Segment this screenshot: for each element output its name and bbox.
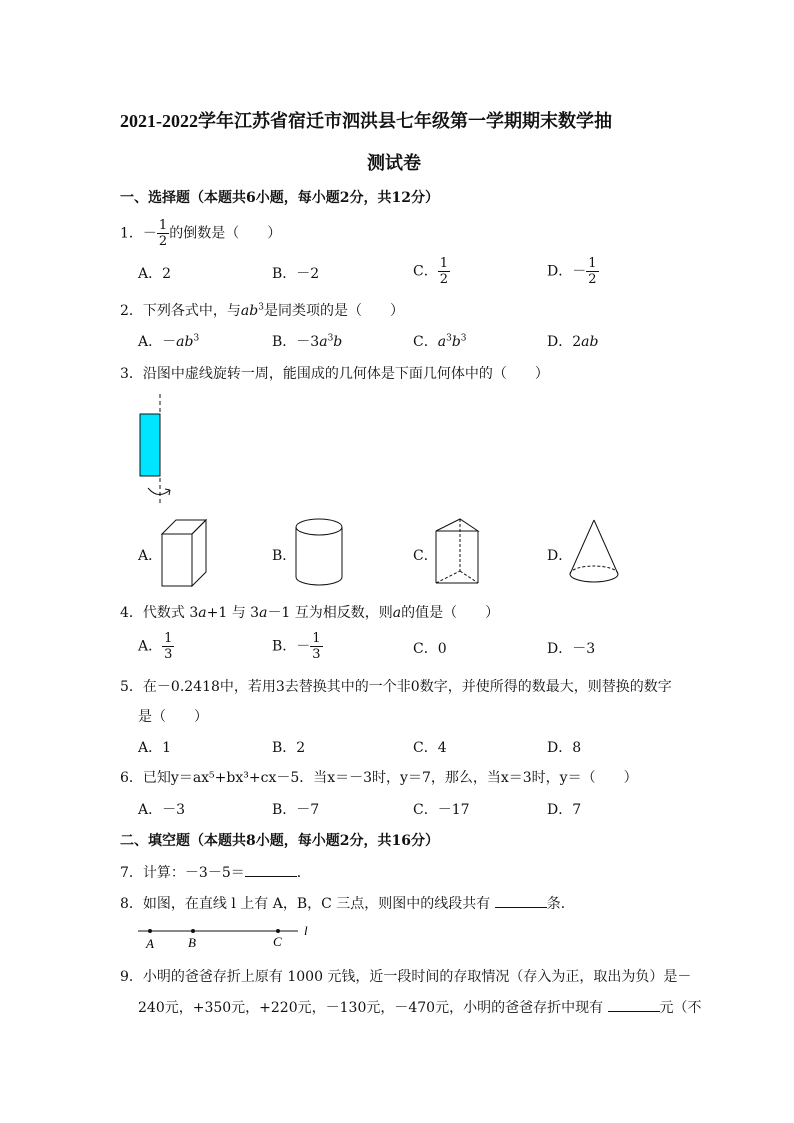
- point-b: [191, 929, 195, 933]
- label-c: C: [273, 934, 282, 949]
- q1-option-a[interactable]: A．2: [138, 266, 172, 282]
- q1-fraction: $\frac{1}{2}$: [158, 218, 168, 249]
- q4-stem: 4．代数式 3a+1 与 3a－1 互为相反数，则a的值是（ ）: [120, 605, 500, 621]
- q6-option-c[interactable]: C．－17: [413, 802, 470, 818]
- q4-option-b[interactable]: B．－ $\frac{1}{3}$: [272, 631, 321, 662]
- q5-stem-line2: 是（ ）: [138, 709, 208, 725]
- q5-option-c[interactable]: C．4: [413, 740, 447, 756]
- q2-option-a[interactable]: A．$-ab^3$: [138, 333, 200, 350]
- q6-stem: 6．已知y＝ax⁵+bx³+cx－5．当x＝－3时，y＝7，那么，当x＝3时，y＝（ ）: [120, 770, 638, 786]
- q3-option-c[interactable]: C．: [413, 548, 438, 564]
- point-c: [276, 929, 280, 933]
- q5-option-a[interactable]: A．1: [138, 740, 172, 756]
- q7-stem: 7．计算：－3－5＝ ．: [120, 865, 311, 881]
- q4-option-a[interactable]: A． $\frac{1}{3}$: [138, 631, 173, 662]
- q3-option-d[interactable]: D．: [547, 548, 573, 564]
- q1-stem: 1．－ $\frac{1}{2}$ 的倒数是（ ）: [120, 218, 282, 249]
- q5-option-b[interactable]: B．2: [272, 740, 306, 756]
- page-title-line2: 测试卷: [367, 153, 421, 173]
- q8-stem: 8．如图，在直线 l 上有 A，B，C 三点，则图中的线段共有 条．: [120, 896, 575, 912]
- q4-option-d[interactable]: D．－3: [547, 641, 596, 657]
- cone-figure: [568, 518, 620, 584]
- q3-option-a[interactable]: A．: [138, 548, 163, 564]
- cuboid-figure: [160, 518, 208, 588]
- q9-stem-line1: 9．小明的爸爸存折上原有 1000 元钱，近一段时间的存取情况（存入为正，取出为负）是－: [120, 969, 692, 985]
- q2-option-b[interactable]: B．$-3a^3b$: [272, 333, 343, 350]
- q5-option-d[interactable]: D．8: [547, 740, 582, 756]
- q6-option-a[interactable]: A．－3: [138, 802, 186, 818]
- section1-heading: 一、选择题（本题共6小题，每小题2分，共12分）: [120, 190, 439, 206]
- q2-stem: 2．下列各式中，与$ab^3$是同类项的是（ ）: [120, 302, 404, 319]
- q1-option-c[interactable]: C． $\frac{1}{2}$: [413, 256, 448, 287]
- q2-option-d[interactable]: D．2ab: [547, 334, 599, 350]
- q9-answer-blank[interactable]: [608, 999, 660, 1012]
- cylinder-figure: [294, 517, 344, 589]
- q6-option-b[interactable]: B．－7: [272, 802, 320, 818]
- q3-rectangle: [140, 414, 160, 476]
- q5-stem-line1: 5．在－0.2418中，若用3去替换其中的一个非0数字，并使所得的数最大，则替换的数字: [120, 679, 672, 695]
- q9-stem-line2: 240元，+350元，+220元，－130元，－470元，小明的爸爸存折中现有 元（不: [138, 1000, 702, 1016]
- q4-option-c[interactable]: C．0: [413, 641, 447, 657]
- label-l: l: [304, 923, 308, 938]
- q8-line-figure: [136, 920, 316, 952]
- page-title-line1: 2021-2022学年江苏省宿迁市泗洪县七年级第一学期期末数学抽: [120, 111, 612, 131]
- q1-option-b[interactable]: B．－2: [272, 266, 320, 282]
- label-a: A: [146, 936, 154, 951]
- q6-option-d[interactable]: D．7: [547, 802, 582, 818]
- section2-heading: 二、填空题（本题共8小题，每小题2分，共16分）: [120, 833, 439, 849]
- q3-rotation-figure: [128, 392, 188, 510]
- q3-option-b[interactable]: B．: [272, 548, 297, 564]
- q1-option-d[interactable]: D．－ $\frac{1}{2}$: [547, 256, 597, 287]
- q8-answer-blank[interactable]: [495, 895, 547, 908]
- q3-stem: 3．沿图中虚线旋转一周，能围成的几何体是下面几何体中的（ ）: [120, 366, 549, 382]
- label-b: B: [188, 935, 196, 950]
- q7-answer-blank[interactable]: [245, 864, 297, 877]
- point-a: [148, 929, 152, 933]
- q2-option-c[interactable]: C．$a^3b^3$: [413, 333, 467, 350]
- triangular-prism-figure: [434, 517, 480, 589]
